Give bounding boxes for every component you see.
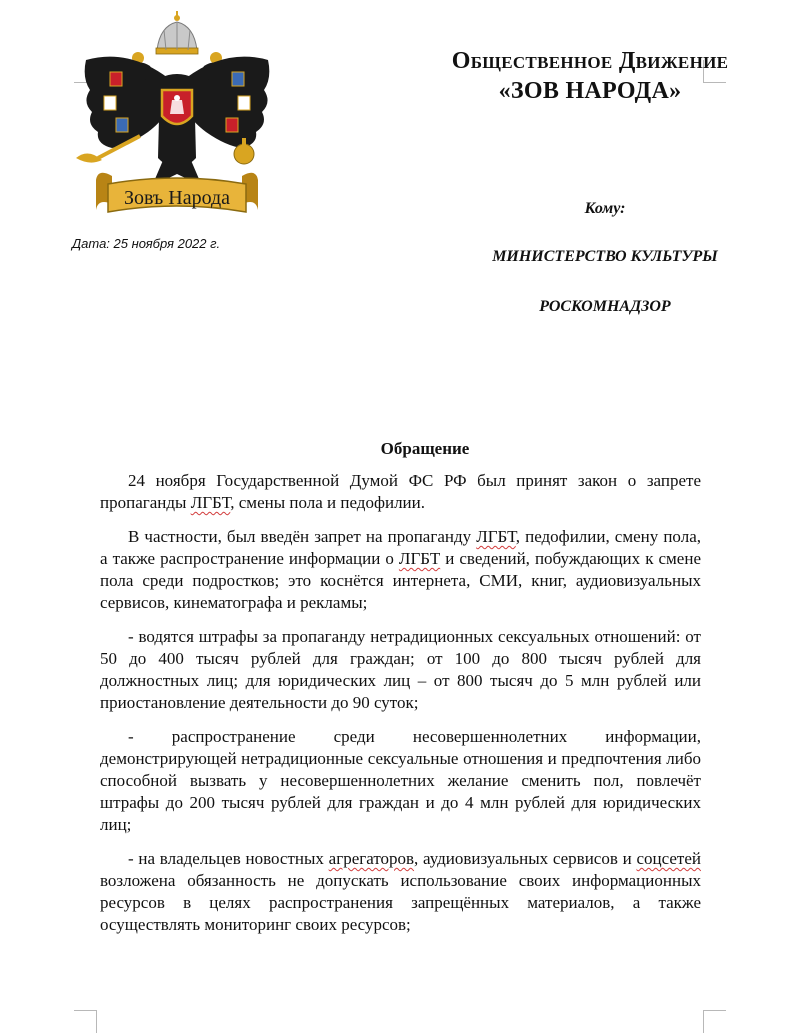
paragraph-4-minors: - распространение среди несовершеннолетних информации, демонстрирующей нетрадиционные сексуальные отношения и предпочтения либо способной вызвать у несовершеннолетних желание сменить пол, повлечёт штрафы до 200 тысяч рублей для граждан и до 4 млн рублей для юридических лиц; [100,727,701,834]
paragraph-2 [100,526,701,614]
paragraph-5-text-mid: , аудиовизуальных сервисов и [414,849,637,868]
letter-body [100,470,701,948]
emblem-banner-text: Зовъ Народа [123,187,231,209]
organization-title [400,46,780,106]
paragraph-5-text-end: возложена обязанность не допускать использование своих информационных ресурсов в целях распространения запрещённых материалов, а также осуществлять мониторинг своих ресурсов; [100,871,701,934]
letter-heading: Обращение [380,439,470,458]
paragraph-2-text-mid: , педофилии, смену пола, а также распространение информации о [100,527,701,568]
paragraph-1-text: 24 ноября Государственной Думой ФС РФ был принят закон о запрете пропаганды [100,471,701,512]
spellcheck-word: ЛГБТ [476,527,516,546]
double-headed-eagle-emblem [68,8,286,223]
paragraph-5-text: - на владельцев новостных [128,849,329,868]
spellcheck-word: ЛГБТ [190,493,231,512]
organization-name-line2: «ЗОВ НАРОДА» [498,78,682,104]
paragraph-1 [100,470,701,514]
letter-date: Дата: 25 ноября 2022 г. [72,236,221,251]
paragraph-5-platforms [100,848,701,936]
recipient-label: Кому: [584,200,626,217]
organization-name-line1: Общественное Движение [451,48,729,74]
spellcheck-word: соцсетей [636,849,701,868]
paragraph-2-text-end: и сведений, побуждающих к смене пола среди подростков; это коснётся интернета, СМИ, книг, аудиовизуальных сервисов, кинематографа и рекламы; [100,549,701,612]
recipient-roskomnadzor: РОСКОМНАДЗОР [539,298,671,315]
spellcheck-word: агрегаторов [328,849,415,868]
paragraph-1-text-end: , смены пола и педофилии. [230,493,425,512]
paragraph-2-text: В частности, был введён запрет на пропаганду [128,527,477,546]
paragraph-3-fines: - водятся штрафы за пропаганду нетрадиционных сексуальных отношений: от 50 до 400 тысяч рублей для граждан; от 100 до 800 тысяч рублей для должностных лиц; для юридических лиц – от 800 тысяч до 5 млн рублей или приостановление деятельности до 90 суток; [100,627,701,712]
crown-icon [156,11,198,54]
spellcheck-word: ЛГБТ [398,549,441,568]
recipient-ministry-of-culture: МИНИСТЕРСТВО КУЛЬТУРЫ [492,248,718,265]
